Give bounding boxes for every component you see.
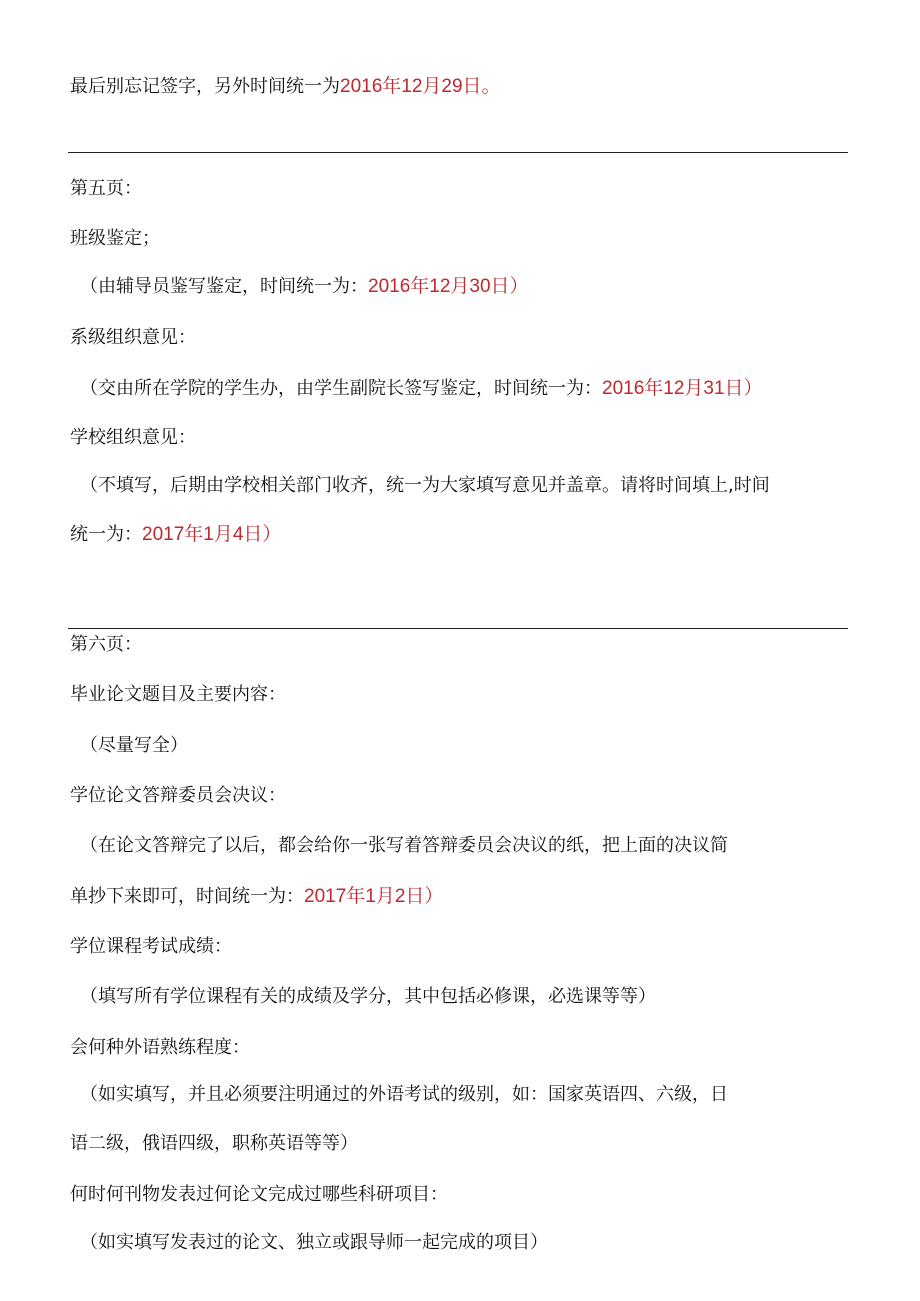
school-date: 2017年1月4日） xyxy=(142,524,282,545)
top-line xyxy=(70,74,501,100)
language-note-line1: （如实填写，并且必须要注明通过的外语考试的级别，如：国家英语四、六级，日 xyxy=(80,1084,728,1105)
defense-note-line1: （在论文答辩完了以后，都会给你一张写着答辩委员会决议的纸，把上面的决议简 xyxy=(80,835,728,856)
dept-note xyxy=(80,376,763,402)
page6-heading: 第六页： xyxy=(70,634,142,655)
research-note: （如实填写发表过的论文、独立或跟导师一起完成的项目） xyxy=(80,1232,548,1253)
signature-date: 2016年12月29日。 xyxy=(340,76,501,97)
divider-1 xyxy=(68,152,848,153)
defense-label: 学位论文答辩委员会决议： xyxy=(70,785,286,806)
courses-note: （填写所有学位课程有关的成绩及学分，其中包括必修课，必选课等等） xyxy=(80,986,656,1007)
divider-2 xyxy=(68,628,848,629)
page5-heading: 第五页： xyxy=(70,178,142,199)
school-label: 学校组织意见： xyxy=(70,427,196,448)
research-label: 何时何刊物发表过何论文完成过哪些科研项目： xyxy=(70,1184,448,1205)
language-label: 会何种外语熟练程度： xyxy=(70,1037,250,1058)
thesis-note: （尽量写全） xyxy=(80,735,188,756)
language-note-line2: 语二级，俄语四级，职称英语等等） xyxy=(70,1133,358,1154)
class-eval-date: 2016年12月30日） xyxy=(368,276,529,297)
signature-reminder-text: 最后别忘记签字，另外时间统一为 xyxy=(70,76,340,97)
defense-date: 2017年1月2日） xyxy=(304,886,444,907)
dept-note-text: （交由所在学院的学生办，由学生副院长签写鉴定，时间统一为： xyxy=(80,378,602,399)
class-eval-note-text: （由辅导员鉴写鉴定，时间统一为： xyxy=(80,276,368,297)
class-eval-note xyxy=(80,274,529,300)
dept-label: 系级组织意见： xyxy=(70,327,196,348)
class-eval-label: 班级鉴定； xyxy=(70,228,160,249)
thesis-label: 毕业论文题目及主要内容： xyxy=(70,684,286,705)
courses-label: 学位课程考试成绩： xyxy=(70,936,232,957)
defense-note-line2-text: 单抄下来即可，时间统一为： xyxy=(70,886,304,907)
dept-date: 2016年12月31日） xyxy=(602,378,763,399)
school-note-line2-text: 统一为： xyxy=(70,524,142,545)
school-note-line1: （不填写，后期由学校相关部门收齐，统一为大家填写意见并盖章。请将时间填上,时间 xyxy=(80,475,770,496)
school-note-line2 xyxy=(70,522,281,548)
defense-note-line2 xyxy=(70,884,443,910)
